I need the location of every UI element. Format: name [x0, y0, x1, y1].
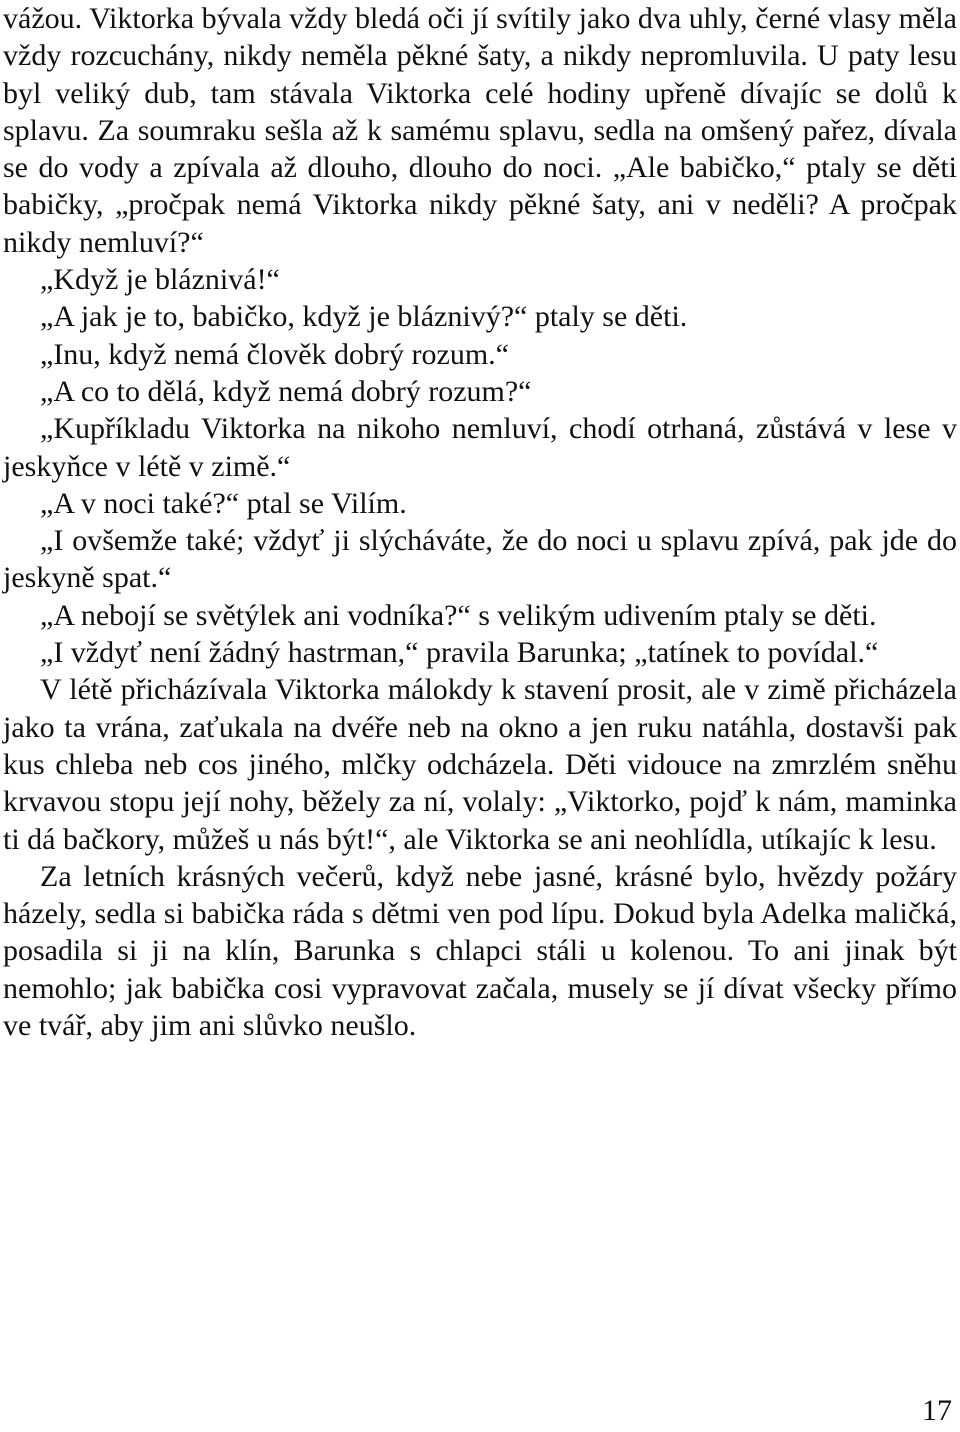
page-body — [3, 0, 957, 1044]
paragraph-9: „A nebojí se světýlek ani vodníka?“ s velikým udivením ptaly se děti. — [40, 598, 877, 632]
paragraph-6: „Kupříkladu Viktorka na nikoho nemluví, chodí otrhaná, zůstává v lese v jeskyňce v létě v zimě.“ — [3, 412, 957, 483]
paragraph-12: Za letních krásných večerů, když nebe jasné, krásné bylo, hvězdy požáry házely, sedla si babička ráda s dětmi ven pod lípu. Dokud byla Adelka maličká, posadila si ji na klín, Barunka s chlapci stáli u kolenou. To ani jinak být nemohlo; jak babička cosi vypravovat začala, musely se jí dívat všecky přímo ve tvář, aby jim ani slůvko neušlo. — [3, 859, 957, 1043]
paragraph-3: „A jak je to, babičko, když je bláznivý?“ ptaly se děti. — [40, 300, 688, 334]
paragraph-11: V létě přicházívala Viktorka málokdy k stavení prosit, ale v zimě přicházela jako ta vrána, zaťukala na dvéře neb na okno a jen ruku natáhla, dostavši pak kus chleba neb cos jiného, mlčky odcházela. Děti vidouce na zmrzlém sněhu krvavou stopu její nohy, běžely za ní, volaly: „Viktorko, pojď k nám, maminka ti dá bačkory, můžeš u nás být!“, ale Viktorka se ani neohlídla, utíkajíc k lesu. — [3, 673, 957, 856]
paragraph-7: „A v noci také?“ ptal se Vilím. — [40, 486, 407, 520]
page-number: 17 — [922, 1394, 952, 1427]
paragraph-4: „Inu, když nemá člověk dobrý rozum.“ — [40, 337, 509, 371]
paragraph-10: „I vždyť není žádný hastrman,“ pravila Barunka; „tatínek to povídal.“ — [40, 636, 879, 670]
paragraph-8: „I ovšemže také; vždyť ji slýcháváte, že do noci u splavu zpívá, pak jde do jeskyně spat.“ — [3, 524, 957, 595]
paragraph-1: vážou. Viktorka bývala vždy bledá oči jí svítily jako dva uhly, černé vlasy měla vždy rozcuchány, nikdy neměla pěkné šaty, a nikdy nepromluvila. U paty lesu byl veliký dub, tam stávala Viktorka celé hodiny upřeně dívajíc se dolů k splavu. Za soumraku sešla až k samému splavu, sedla na omšený pařez, dívala se do vody a zpívala až dlouho, dlouho do noci. „Ale babičko,“ ptaly se děti babičky, „pročpak nemá Viktorka nikdy pěkné šaty, ani v neděli? A pročpak nikdy nemluví?“ — [3, 2, 957, 259]
paragraph-5: „A co to dělá, když nemá dobrý rozum?“ — [40, 374, 532, 408]
paragraph-2: „Když je bláznivá!“ — [40, 263, 280, 297]
